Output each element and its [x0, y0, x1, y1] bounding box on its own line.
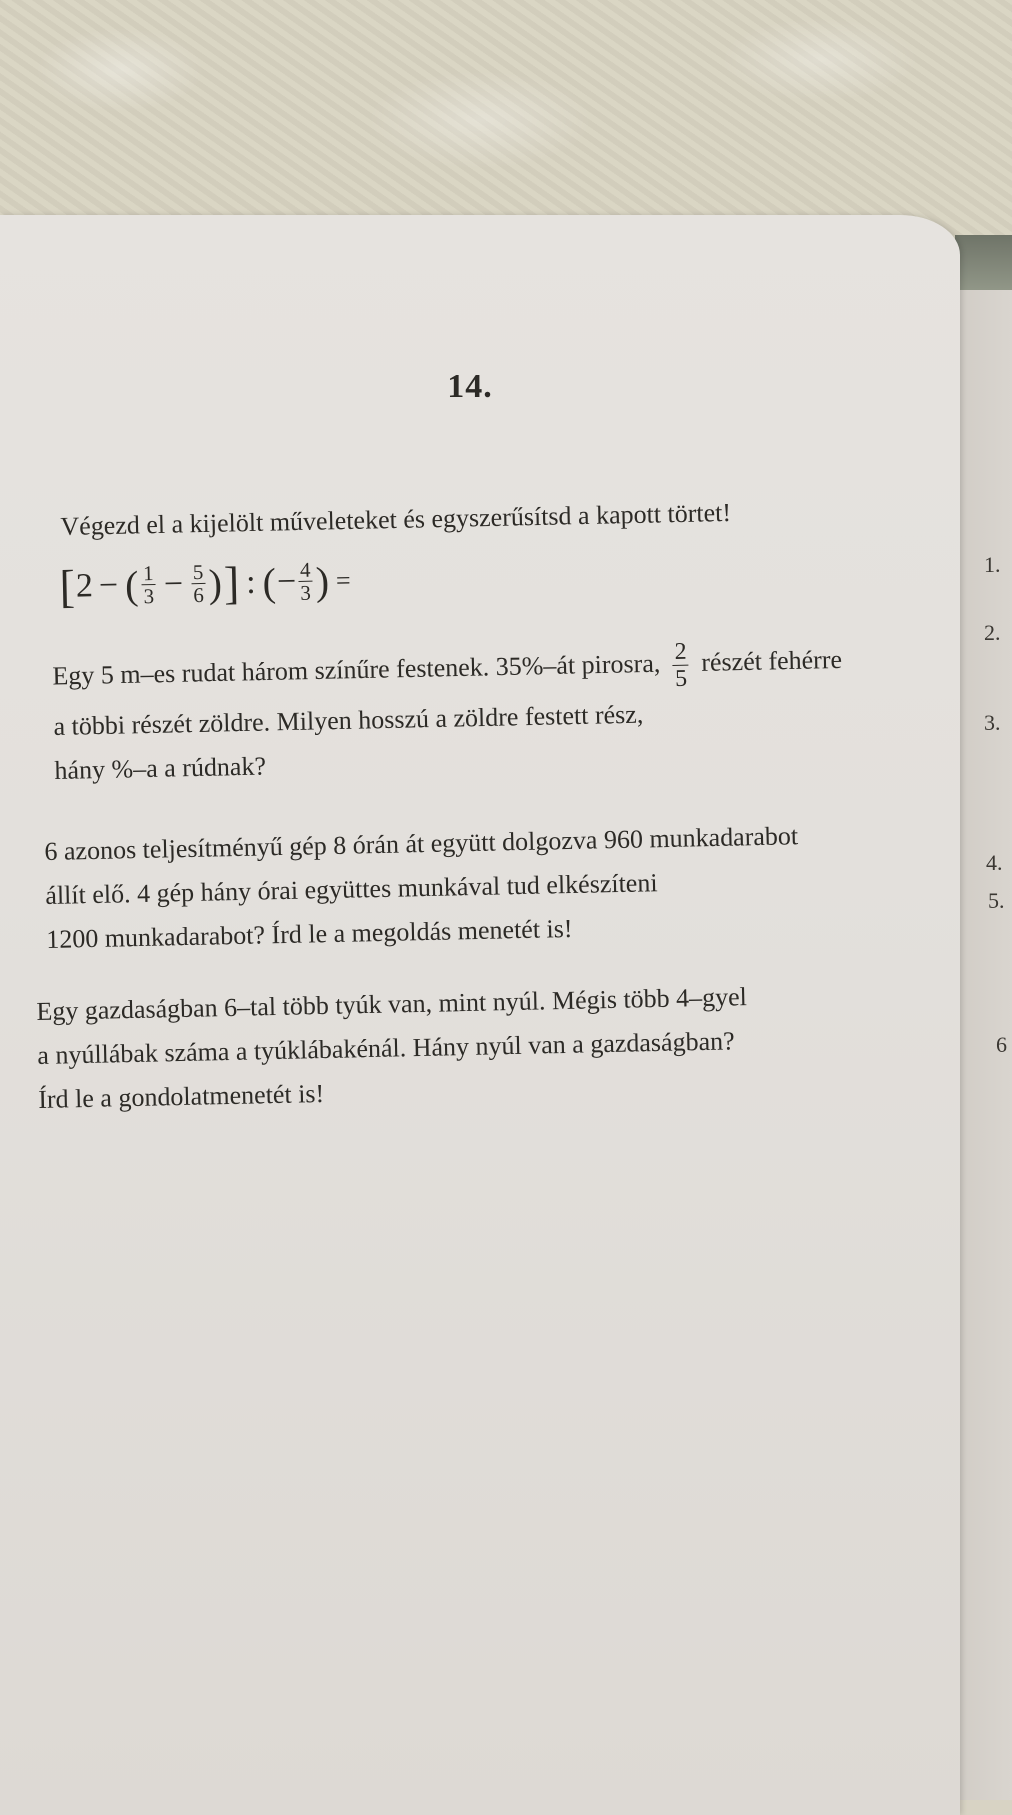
close-bracket: ]: [223, 557, 240, 609]
equals-sign: =: [335, 565, 351, 595]
task-2-line-1-end: részét fehérre: [700, 644, 843, 677]
minus-sign: −: [98, 566, 119, 604]
task-2-text: [52, 635, 844, 793]
task-3-text: [44, 814, 800, 962]
division-sign: :: [245, 563, 257, 601]
margin-number: 4.: [986, 850, 1003, 875]
task-2-line-1-start: Egy 5 m–es rudat három színűre festenek. 35%–át pirosra,: [52, 648, 661, 691]
task-2-line-2: a többi részét zöldre. Milyen hosszú a zöldre festett rész,: [53, 699, 644, 741]
fraction-1: [141, 562, 156, 607]
fraction-2-numerator: 5: [192, 559, 204, 585]
margin-number: 6: [996, 1032, 1007, 1057]
margin-number: 2.: [984, 620, 1001, 645]
close-paren: ): [315, 558, 330, 604]
task-1-line: Végezd el a kijelölt műveleteket és egyszerűsítsd a kapott törtet!: [60, 497, 732, 541]
open-bracket: [: [59, 560, 76, 612]
minus-sign: −: [163, 564, 184, 603]
fraction-3-numerator: 4: [299, 557, 311, 582]
task-4-text: [36, 975, 749, 1122]
task-2-fraction: [672, 639, 689, 692]
task-3-line-2: állít elő. 4 gép hány órai együttes munkával tud elkészíteni: [45, 868, 658, 910]
task-2-fraction-denominator: 5: [674, 665, 688, 692]
task-2-line-3: hány %–a a rúdnak?: [54, 751, 267, 785]
fraction-3: [298, 559, 313, 604]
fraction-2-denominator: 6: [193, 582, 205, 608]
page-heading: 14.: [447, 368, 493, 405]
fraction-3-denominator: 3: [300, 580, 312, 605]
fraction-2: [191, 561, 206, 606]
minus-sign: −: [276, 562, 297, 600]
margin-number: 5.: [988, 888, 1005, 913]
task-3-line-3: 1200 munkadarabot? Írd le a megoldás menetét is!: [45, 913, 573, 954]
task-4-line-3: Írd le a gondolatmenetét is!: [37, 1078, 325, 1114]
task-4-line-1: Egy gazdaságban 6–tal több tyúk van, mint nyúl. Mégis több 4–gyel: [36, 982, 748, 1026]
formula-term-a: 2: [75, 566, 94, 605]
task-4-line-2: a nyúllábak száma a tyúklábakénál. Hány nyúl van a gazdaságban?: [37, 1026, 735, 1070]
task-3-line-1: 6 azonos teljesítményű gép 8 órán át együtt dolgozva 960 munkadarabot: [44, 821, 799, 866]
margin-number: 3.: [984, 710, 1001, 735]
fraction-1-denominator: 3: [143, 583, 155, 609]
margin-number: 1.: [984, 552, 1001, 577]
open-paren: (: [262, 559, 277, 605]
task-1-formula: [58, 554, 357, 613]
task-2-fraction-numerator: 2: [672, 639, 689, 666]
fraction-1-numerator: 1: [142, 561, 154, 586]
open-paren: (: [124, 562, 139, 608]
close-paren: ): [208, 560, 223, 606]
